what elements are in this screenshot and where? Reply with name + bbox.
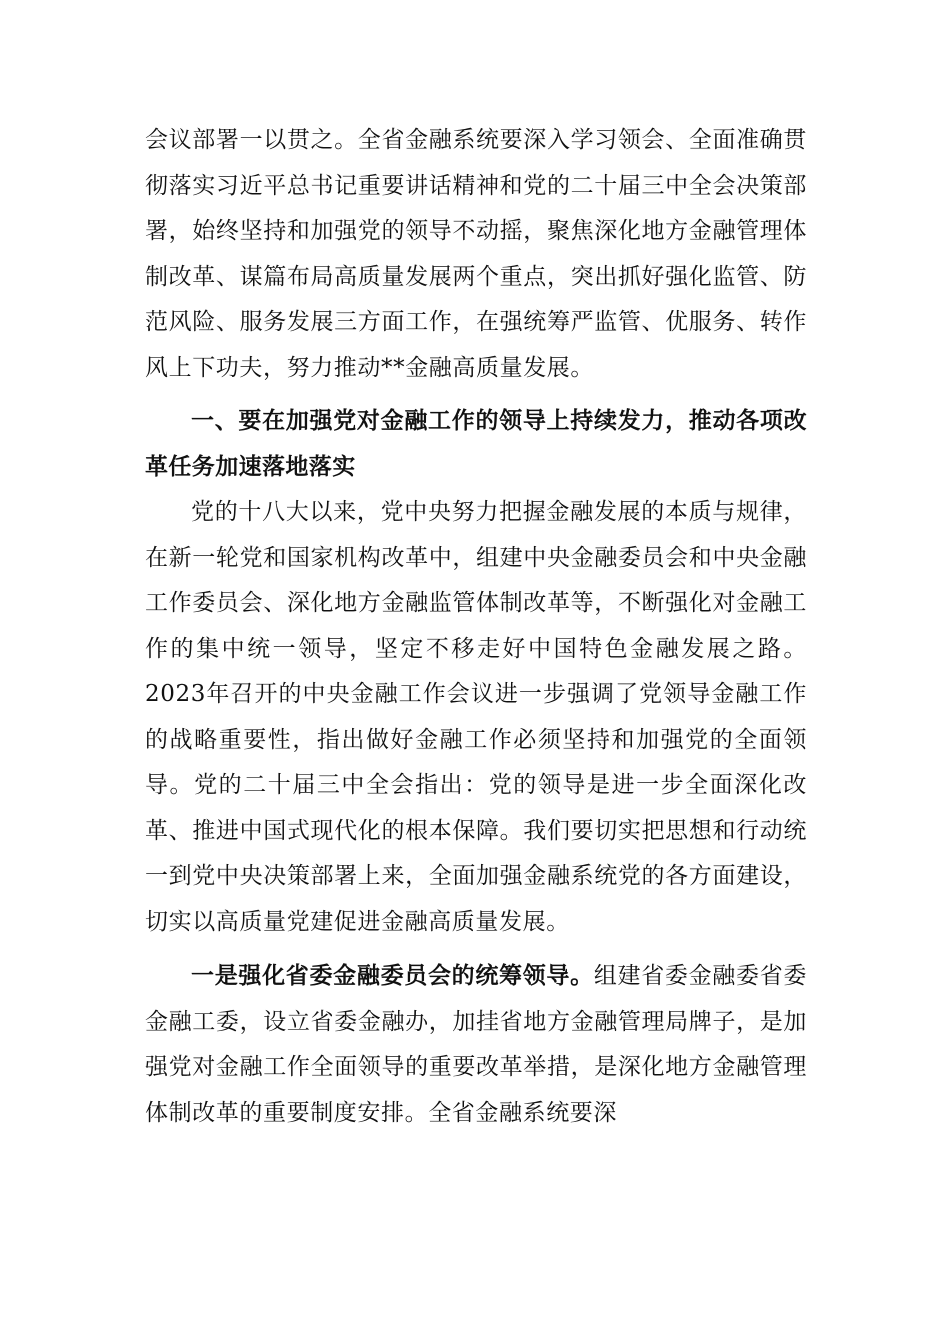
paragraph-intro: 会议部署一以贯之。全省金融系统要深入学习领会、全面准确贯彻落实习近平总书记重要讲话精神和党的二十届三中全会决策部署，始终坚持和加强党的领导不动摇，聚焦深化地方金融管理体制改革、谋篇布局高质量发展两个重点，突出抓好强化监管、防范风险、服务发展三方面工作，在强统筹严监管、优服务、转作风上下功夫，努力推动**金融高质量发展。 <box>145 127 807 381</box>
paragraph-gap <box>145 391 807 399</box>
paragraph-gap <box>145 945 807 953</box>
document-page <box>145 118 807 1136</box>
point-1-lead: 一是强化省委金融委员会的统筹领导。 <box>191 962 594 989</box>
section-heading-1: 一、要在加强党对金融工作的领导上持续发力，推动各项改革任务加速落地落实 <box>145 408 807 480</box>
paragraph-point-1 <box>145 953 807 1136</box>
paragraph-section-1-body: 党的十八大以来，党中央努力把握金融发展的本质与规律，在新一轮党和国家机构改革中，组建中央金融委员会和中央金融工作委员会、深化地方金融监管体制改革等，不断强化对金融工作的集中统一领导，坚定不移走好中国特色金融发展之路。2023年召开的中央金融工作会议进一步强调了党领导金融工作的战略重要性，指出做好金融工作必须坚持和加强党的全面领导。党的二十届三中全会指出：党的领导是进一步全面深化改革、推进中国式现代化的根本保障。我们要切实把思想和行动统一到党中央决策部署上来，全面加强金融系统党的各方面建设，切实以高质量党建促进金融高质量发展。 <box>145 499 807 935</box>
point-1-body: 组建省委金融委省委金融工委，设立省委金融办，加挂省地方金融管理局牌子，是加强党对金融工作全面领导的重要改革举措，是深化地方金融管理体制改革的重要制度安排。全省金融系统要深 <box>145 963 807 1126</box>
